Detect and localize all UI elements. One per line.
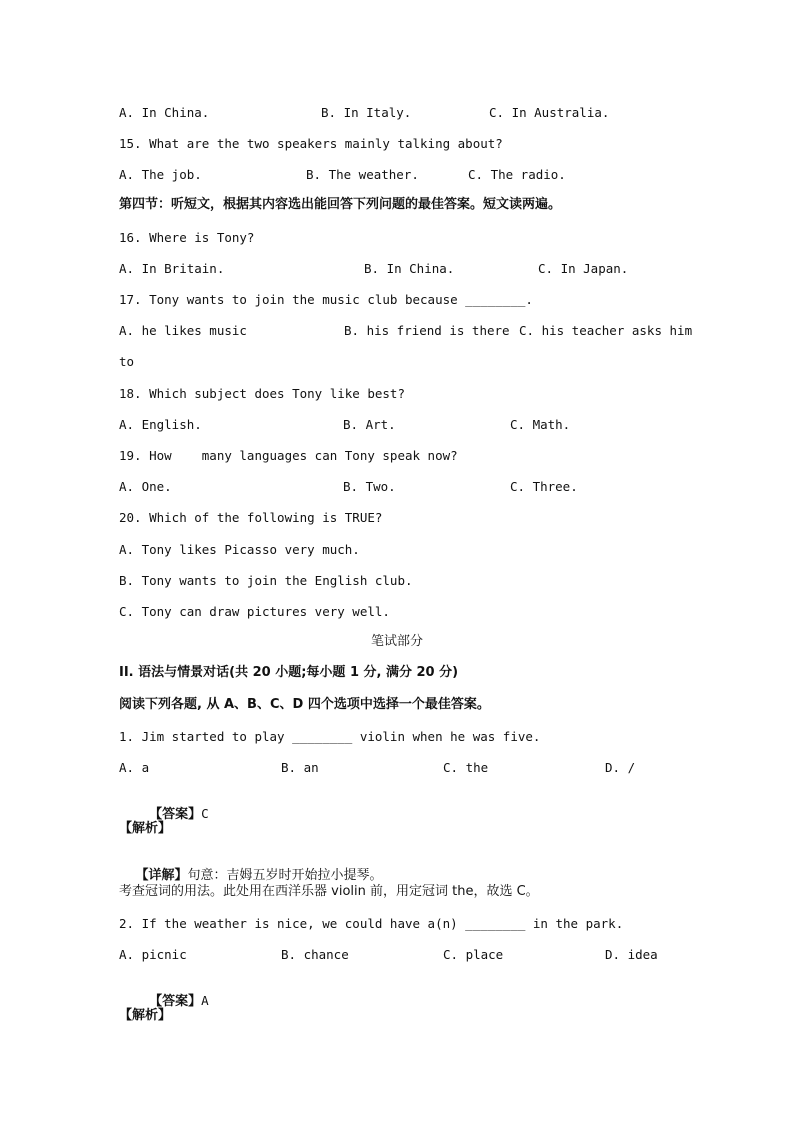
g2-option-c: C. place: [443, 947, 504, 962]
g1-analysis-label: 【解析】: [119, 821, 172, 836]
g1-stem: 1. Jim started to play ________ violin when he was five.: [119, 729, 541, 744]
g2-options: [119, 947, 658, 963]
q19-option-b: B. Two.: [343, 479, 396, 494]
q17-options: [119, 323, 693, 339]
q15-option-a: A. The job.: [119, 167, 202, 182]
q16-stem: 16. Where is Tony?: [119, 230, 255, 245]
g2-analysis-label: 【解析】: [119, 1008, 172, 1023]
g1-answer-label: 【答案】: [149, 807, 202, 822]
q16-option-c: C. In Japan.: [538, 261, 629, 276]
g2-option-b: B. chance: [281, 947, 349, 962]
g2-answer: [119, 977, 209, 1009]
q14-option-a: A. In China.: [119, 105, 210, 120]
q18-option-a: A. English.: [119, 417, 202, 432]
q20-option-b: B. Tony wants to join the English club.: [119, 573, 413, 588]
g1-option-b: B. an: [281, 760, 319, 775]
q15-option-c: C. The radio.: [468, 167, 566, 182]
g1-option-c: C. the: [443, 760, 489, 775]
g1-option-d: D. /: [605, 760, 636, 775]
g1-detail: [119, 852, 383, 883]
g1-answer-value: C: [201, 806, 209, 821]
q14-option-c: C. In Australia.: [489, 105, 610, 120]
g2-stem: 2. If the weather is nice, we could have a(n) ________ in the park.: [119, 916, 624, 931]
q15-options: [119, 167, 566, 183]
q17-stem: 17. Tony wants to join the music club because ________.: [119, 292, 533, 307]
written-part-title: 笔试部分: [370, 634, 423, 649]
q16-option-a: A. In Britain.: [119, 261, 225, 276]
q19-option-c: C. Three.: [510, 479, 578, 494]
q16-option-b: B. In China.: [364, 261, 455, 276]
g2-option-a: A. picnic: [119, 947, 187, 962]
g1-option-a: A. a: [119, 760, 150, 775]
q17-option-c: C. his teacher asks him: [519, 323, 693, 338]
q17-option-a: A. he likes music: [119, 323, 247, 338]
q20-stem: 20. Which of the following is TRUE?: [119, 510, 383, 525]
q14-options: [119, 105, 610, 121]
q19-option-a: A. One.: [119, 479, 172, 494]
q17-option-b: B. his friend is there: [344, 323, 510, 338]
q18-option-b: B. Art.: [343, 417, 396, 432]
section4-header: 第四节：听短文，根据其内容选出能回答下列问题的最佳答案。短文读两遍。: [119, 197, 562, 212]
g2-option-d: D. idea: [605, 947, 658, 962]
q18-stem: 18. Which subject does Tony like best?: [119, 386, 405, 401]
g1-explanation: 考查冠词的用法。此处用在西洋乐器 violin 前，用定冠词 the，故选 C。: [119, 884, 539, 899]
g1-answer: [119, 790, 209, 822]
q19-options: [119, 479, 578, 495]
q18-options: [119, 417, 571, 433]
q17-option-c-continuation: to: [119, 354, 135, 369]
g1-options: [119, 760, 636, 776]
q15-stem: 15. What are the two speakers mainly talking about?: [119, 136, 503, 151]
g1-detail-text: 句意：吉姆五岁时开始拉小提琴。: [187, 868, 383, 883]
section2-instruction: 阅读下列各题, 从 A、B、C、D 四个选项中选择一个最佳答案。: [119, 697, 490, 712]
q20-option-a: A. Tony likes Picasso very much.: [119, 542, 360, 557]
q20-option-c: C. Tony can draw pictures very well.: [119, 604, 390, 619]
g2-answer-label: 【答案】: [149, 994, 202, 1009]
q14-option-b: B. In Italy.: [321, 105, 412, 120]
q19-stem: 19. How many languages can Tony speak now?: [119, 448, 458, 463]
g2-answer-value: A: [201, 993, 209, 1008]
section2-header: II. 语法与情景对话(共 20 小题;每小题 1 分, 满分 20 分): [119, 665, 459, 680]
q16-options: [119, 261, 629, 277]
q18-option-c: C. Math.: [510, 417, 571, 432]
g1-detail-label: 【详解】: [135, 868, 188, 883]
q15-option-b: B. The weather.: [306, 167, 419, 182]
